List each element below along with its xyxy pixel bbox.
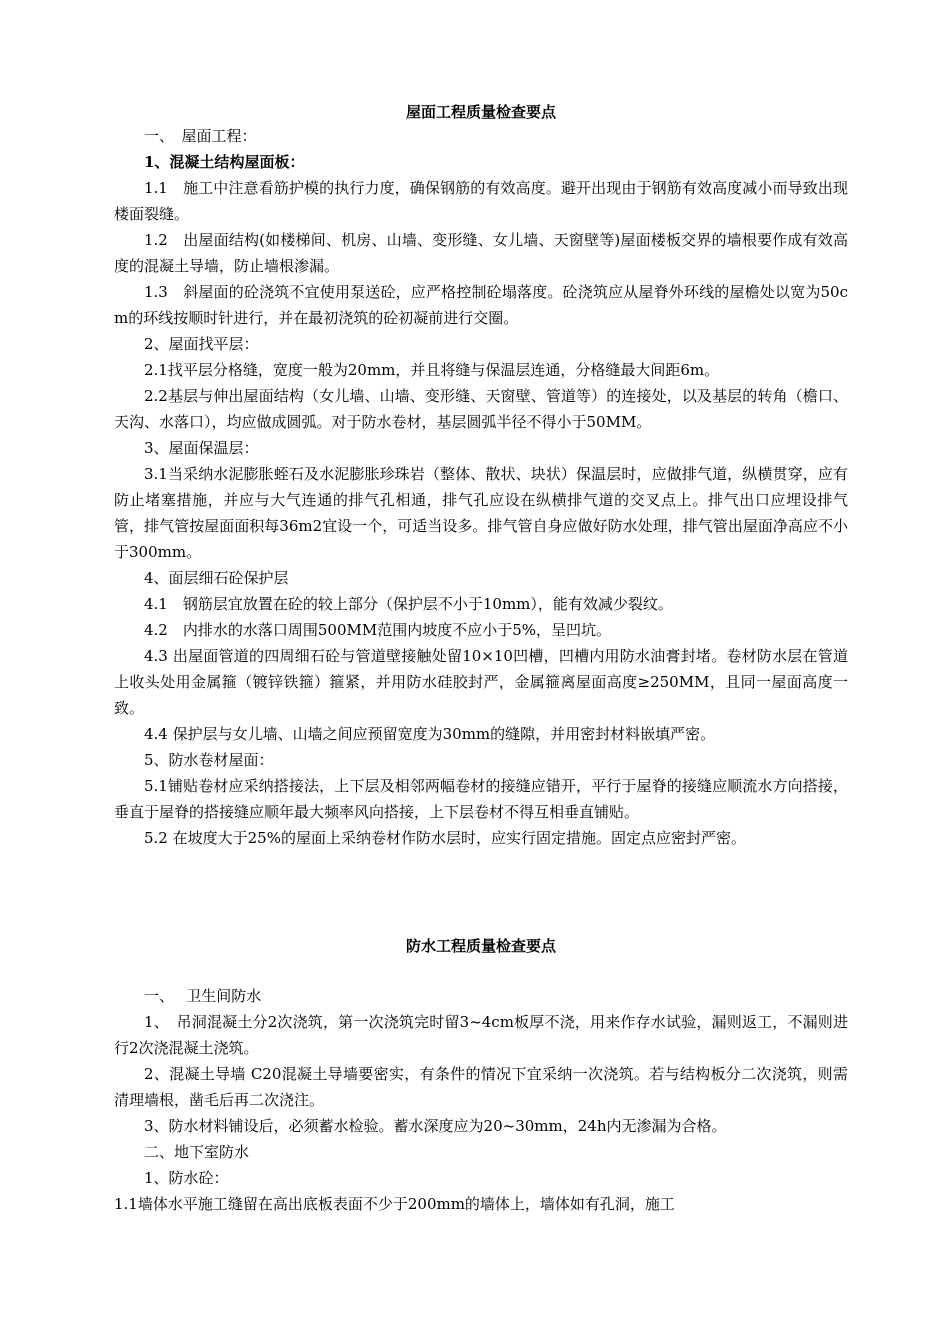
subheading: 一、 卫生间防水 [144,987,262,1005]
paragraph: 2.1找平层分格缝，宽度一般为20mm，并且将缝与保温层连通，分格缝最大间距6m。 [144,361,720,379]
paragraph: 一、 屋面工程： [144,127,257,145]
paragraph: 1.1墙体水平施工缝留在高出底板表面不少于200mm的墙体上，墙体如有孔洞，施工 [114,1195,675,1213]
paragraph: 4.4 保护层与女儿墙、山墙之间应预留宽度为30mm的缝隙，并用密封材料嵌填严密。 [144,725,716,743]
paragraph: 1.1 施工中注意看筋护模的执行力度，确保钢筋的有效高度。避开出现由于钢筋有效高度减小而导致出现楼面裂缝。 [114,179,848,223]
paragraph: 1.3 斜屋面的砼浇筑不宜使用泵送砼，应严格控制砼塌落度。砼浇筑应从屋脊外环线的屋檐处以宽为50cm的环线按顺时针进行，并在最初浇筑的砼初凝前进行交圈。 [114,283,848,327]
paragraph: 1.2 出屋面结构(如楼梯间、机房、山墙、变形缝、女儿墙、天窗壁等)屋面楼板交界的墙根要作成有效高度的混凝土导墙，防止墙根渗漏。 [114,231,848,275]
document-content [114,101,848,1217]
title-gap [114,957,848,983]
section-gap [114,851,848,935]
subheading: 2、屋面找平层： [144,335,259,353]
subheading: 4、面层细石砼保护层 [144,569,289,587]
paragraph: 2、混凝土导墙 C20混凝土导墙要密实，有条件的情况下宜采纳一次浇筑。若与结构板分二次浇筑，则需清理墙根，凿毛后再二次浇注。 [114,1065,848,1109]
paragraph: 4.2 内排水的水落口周围500MM范围内坡度不应小于5%，呈凹坑。 [144,621,612,639]
subheading: 1、防水砼： [144,1169,229,1187]
subheading: 1、混凝土结构屋面板： [144,153,305,171]
subheading: 3、屋面保温层： [144,439,259,457]
paragraph: 5.2 在坡度大于25%的屋面上采纳卷材作防水层时，应实行固定措施。固定点应密封严密。 [144,829,746,847]
subheading: 5、防水卷材屋面： [144,751,274,769]
section-title-waterproofing: 防水工程质量检查要点 [405,937,556,955]
paragraph: 3、防水材料铺设后，必须蓄水检验。蓄水深度应为20~30mm，24h内无渗漏为合格。 [144,1117,727,1135]
paragraph: 4.3 出屋面管道的四周细石砼与管道壁接触处留10×10凹槽，凹槽内用防水油膏封堵。卷材防水层在管道上收头处用金属箍（镀锌铁箍）箍紧，并用防水硅胶封严，金属箍离屋面高度≥250MM，且同一屋面高度一致。 [114,647,848,717]
section-title-roofing: 屋面工程质量检查要点 [405,103,556,121]
paragraph: 5.1铺贴卷材应采纳搭接法，上下层及相邻两幅卷材的接缝应错开，平行于屋脊的接缝应顺流水方向搭接，垂直于屋脊的搭接缝应顺年最大频率风向搭接，上下层卷材不得互相垂直铺贴。 [114,777,848,821]
paragraph: 3.1当采纳水泥膨胀蛭石及水泥膨胀珍珠岩（整体、散状、块状）保温层时，应做排气道，纵横贯穿，应有防止堵塞措施，并应与大气连通的排气孔相通，排气孔应设在纵横排气道的交叉点上。排气出口应埋设排气管，排气管按屋面面积每36m2宜设一个，可适当设多。排气管自身应做好防水处理，排气管出屋面净高应不小于300mm。 [114,465,848,561]
paragraph: 4.1 钢筋层宜放置在砼的较上部分（保护层不小于10mm），能有效减少裂纹。 [144,595,673,613]
paragraph: 1、 吊洞混凝土分2次浇筑，第一次浇筑完时留3~4cm板厚不浇，用来作存水试验，漏则返工，不漏则进行2次浇混凝土浇筑。 [114,1013,848,1057]
subheading: 二、地下室防水 [144,1143,250,1161]
paragraph: 2.2基层与伸出屋面结构（女儿墙、山墙、变形缝、天窗壁、管道等）的连接处，以及基层的转角（檐口、天沟、水落口），均应做成圆弧。对于防水卷材，基层圆弧半径不得小于50MM。 [114,387,848,431]
